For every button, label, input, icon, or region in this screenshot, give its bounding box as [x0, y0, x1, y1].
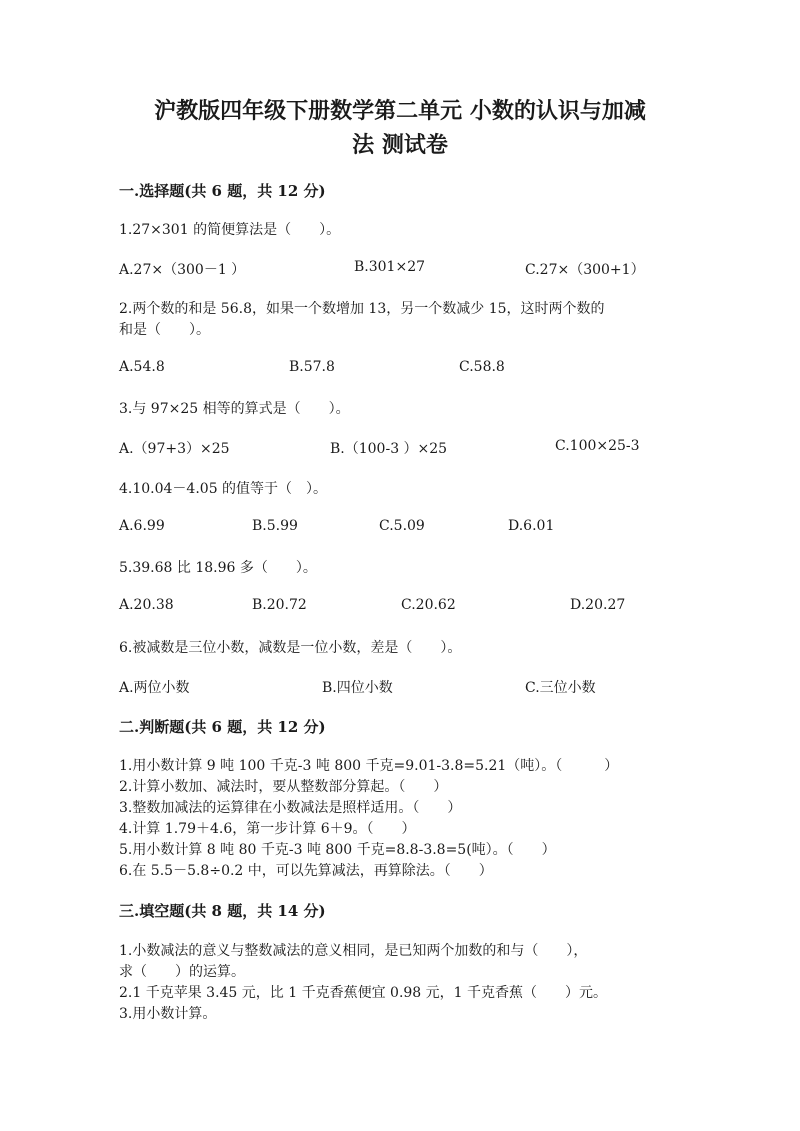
question-4-stem: 4.10.04－4.05 的值等于（ ）。	[119, 481, 328, 497]
fill-item-2: 2.1 千克苹果 3.45 元，比 1 千克香蕉便宜 0.98 元，1 千克香蕉（ ）元。	[119, 985, 608, 1001]
question-5-option-d: D.20.27	[570, 597, 626, 613]
question-4-option-b: B.5.99	[252, 518, 298, 534]
judge-item-1: 1.用小数计算 9 吨 100 千克-3 吨 800 千克=9.01-3.8=5.21（吨）。（ ）	[119, 758, 619, 774]
judge-item-2: 2.计算小数加、减法时，要从整数部分算起。（ ）	[119, 779, 448, 795]
question-1-option-c: C.27×（300+1）	[525, 262, 645, 278]
question-5-option-a: A.20.38	[119, 597, 174, 613]
question-2-option-a: A.54.8	[119, 359, 165, 375]
judge-item-4: 4.计算 1.79＋4.6，第一步计算 6＋9。（ ）	[119, 821, 416, 837]
question-4-option-a: A.6.99	[119, 518, 165, 534]
question-6-option-a: A.两位小数	[119, 680, 190, 696]
question-1-option-b: B.301×27	[354, 259, 426, 275]
section-heading-choice: 一.选择题(共 6 题，共 12 分)	[119, 182, 326, 200]
judge-item-6: 6.在 5.5－5.8÷0.2 中，可以先算减法，再算除法。（ ）	[119, 863, 493, 879]
question-2-stem-line2: 和是（ ）。	[119, 322, 210, 338]
question-5-option-b: B.20.72	[252, 597, 307, 613]
question-3-option-a: A.（97+3）×25	[119, 441, 230, 457]
section-heading-fill: 三.填空题(共 8 题，共 14 分)	[119, 902, 326, 920]
question-1-option-a: A.27×（300－1 ）	[119, 262, 246, 278]
question-5-stem: 5.39.68 比 18.96 多（ ）。	[119, 560, 317, 576]
question-3-option-c: C.100×25-3	[555, 438, 640, 454]
fill-item-3: 3.用小数计算。	[119, 1006, 217, 1022]
question-6-option-c: C.三位小数	[525, 680, 596, 696]
judge-item-3: 3.整数加减法的运算律在小数减法是照样适用。（ ）	[119, 800, 462, 816]
question-5-option-c: C.20.62	[401, 597, 456, 613]
question-4-option-c: C.5.09	[379, 518, 425, 534]
section-heading-judge: 二.判断题(共 6 题，共 12 分)	[119, 718, 326, 736]
judge-item-5: 5.用小数计算 8 吨 80 千克-3 吨 800 千克=8.8-3.8=5(吨）。（ ）	[119, 842, 556, 858]
question-2-option-b: B.57.8	[289, 359, 335, 375]
question-2-stem-line1: 2.两个数的和是 56.8，如果一个数增加 13，另一个数减少 15，这时两个数的	[119, 301, 605, 317]
fill-item-1-line2: 求（ ）的运算。	[119, 964, 245, 980]
question-1-stem: 1.27×301 的简便算法是（ ）。	[119, 222, 341, 238]
question-3-stem: 3.与 97×25 相等的算式是（ ）。	[119, 401, 350, 417]
page-title-line1: 沪教版四年级下册数学第二单元 小数的认识与加减	[154, 98, 646, 124]
question-2-option-c: C.58.8	[459, 359, 505, 375]
page-title-line2: 法 测试卷	[352, 132, 448, 158]
question-6-option-b: B.四位小数	[322, 680, 393, 696]
question-3-option-b: B.（100-3 ）×25	[330, 441, 448, 457]
fill-item-1-line1: 1.小数减法的意义与整数减法的意义相同，是已知两个加数的和与（ ），	[119, 943, 588, 959]
question-6-stem: 6.被减数是三位小数，减数是一位小数，差是（ ）。	[119, 640, 462, 656]
question-4-option-d: D.6.01	[508, 518, 555, 534]
